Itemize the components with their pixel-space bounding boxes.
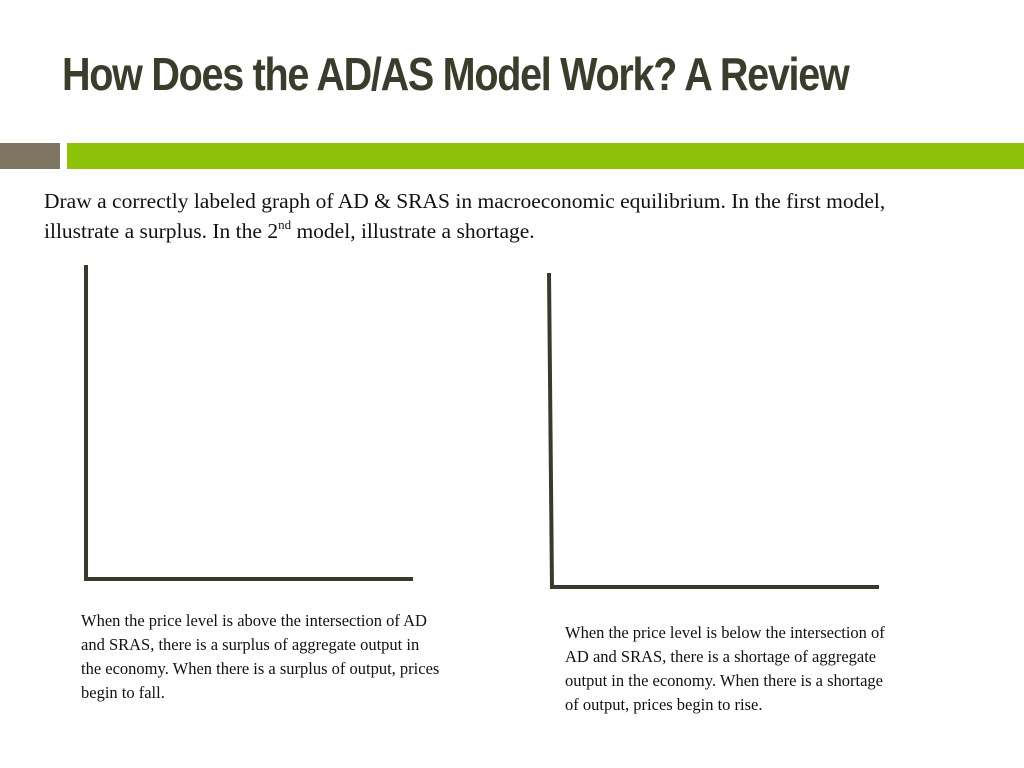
surplus-caption: When the price level is above the intersection of AD and SRAS, there is a surplus of aggregate output in the economy. When there is a surplus of output, prices begin to fall. [81, 611, 440, 702]
surplus-graph-axes [84, 265, 413, 580]
ordinal-suffix: nd [278, 216, 292, 232]
instruction-text-start: Draw a correctly labeled graph of AD & SRAS in macroeconomic equilibrium. In the first model, illustrate a surplus. In the 2 [44, 189, 886, 243]
slide-title: How Does the AD/AS Model Work? A Review [62, 48, 849, 100]
instruction-text-end: model, illustrate a shortage. [291, 219, 535, 243]
shortage-graph-y-axis [549, 273, 552, 589]
shortage-caption: When the price level is below the intersection of AD and SRAS, there is a shortage of aggregate output in the economy. When there is a shortage of output, prices begin to rise. [565, 623, 885, 714]
shortage-graph-axes [549, 273, 879, 589]
